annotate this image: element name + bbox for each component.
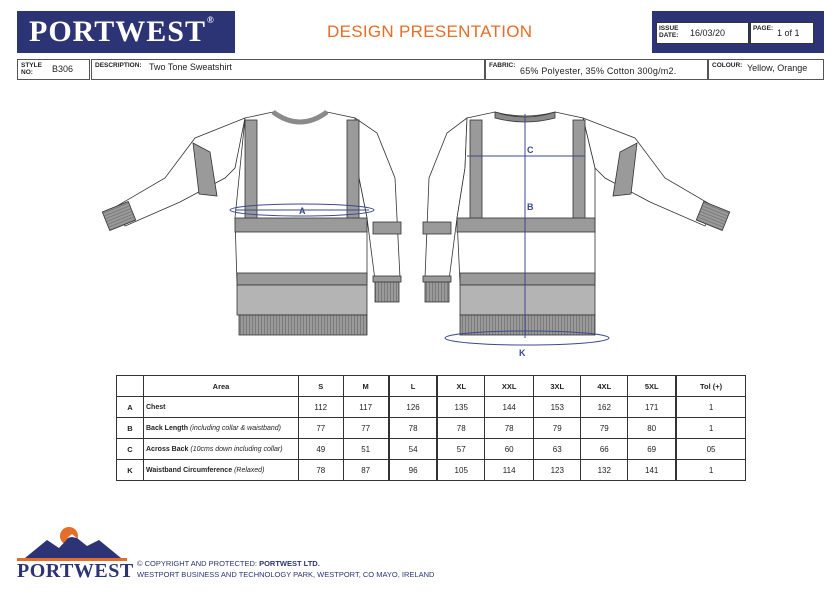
dimension-a-label: A <box>299 206 306 216</box>
table-row <box>117 439 746 460</box>
cell-value: 77 <box>299 418 344 439</box>
cell-value: 63 <box>534 439 581 460</box>
cell-value: 114 <box>485 460 534 481</box>
fabric-label: FABRIC: <box>489 62 516 69</box>
cell-value: 49 <box>299 439 344 460</box>
cell-value: 112 <box>299 397 344 418</box>
header-size: L <box>389 376 438 397</box>
header-size: M <box>343 376 389 397</box>
back-view <box>423 112 730 335</box>
cell-tolerance: 1 <box>676 397 745 418</box>
cell-value: 78 <box>299 460 344 481</box>
cell-value: 117 <box>343 397 389 418</box>
footer-logo-text: PORTWEST <box>17 560 134 582</box>
page-box <box>750 22 814 44</box>
cell-tolerance: 1 <box>676 460 745 481</box>
cell-value: 78 <box>485 418 534 439</box>
cell-value: 144 <box>485 397 534 418</box>
size-spec-table <box>116 375 746 481</box>
table-row <box>117 418 746 439</box>
info-bar <box>17 59 824 80</box>
header-size: XXL <box>485 376 534 397</box>
footer-logo <box>17 518 134 582</box>
row-area: Waistband Circumference (Relaxed) <box>144 460 299 481</box>
cell-value: 132 <box>581 460 628 481</box>
page-title: DESIGN PRESENTATION <box>327 22 533 41</box>
cell-value: 123 <box>534 460 581 481</box>
copyright-text: © COPYRIGHT AND PROTECTED: PORTWEST LTD. WESTPORT BUSINESS AND TECHNOLOGY PARK, WESTPORT, CO MAYO, IRELAND <box>137 559 435 579</box>
cell-value: 57 <box>437 439 484 460</box>
cell-value: 126 <box>389 397 438 418</box>
cell-value: 69 <box>628 439 676 460</box>
description-cell <box>91 59 485 80</box>
dimension-b-label: B <box>527 202 534 212</box>
cell-value: 162 <box>581 397 628 418</box>
colour-value: Yellow, Orange <box>747 63 808 73</box>
row-code: K <box>117 460 144 481</box>
page-label: PAGE: <box>753 25 774 32</box>
row-area: Chest <box>144 397 299 418</box>
style-cell <box>17 59 90 80</box>
cell-value: 153 <box>534 397 581 418</box>
cell-tolerance: 1 <box>676 418 745 439</box>
description-value: Two Tone Sweatshirt <box>149 62 232 72</box>
cell-value: 77 <box>343 418 389 439</box>
row-code: C <box>117 439 144 460</box>
row-area: Across Back (10cms down including collar) <box>144 439 299 460</box>
table-header-row <box>117 376 746 397</box>
description-label: DESCRIPTION: <box>95 62 142 69</box>
row-code: A <box>117 397 144 418</box>
cell-value: 87 <box>343 460 389 481</box>
dimension-k-label: K <box>519 348 526 358</box>
style-value: B306 <box>52 64 74 74</box>
fabric-cell <box>485 59 708 80</box>
row-code: B <box>117 418 144 439</box>
dimension-c-label: C <box>527 145 534 155</box>
cell-value: 80 <box>628 418 676 439</box>
header-area: Area <box>144 376 299 397</box>
header-size: XL <box>437 376 484 397</box>
cell-value: 51 <box>343 439 389 460</box>
garment-technical-drawing <box>95 98 755 363</box>
cell-value: 54 <box>389 439 438 460</box>
cell-value: 141 <box>628 460 676 481</box>
cell-tolerance: 05 <box>676 439 745 460</box>
title-box <box>235 11 652 53</box>
cell-value: 105 <box>437 460 484 481</box>
issue-date-box <box>656 22 749 44</box>
cell-value: 79 <box>581 418 628 439</box>
cell-value: 135 <box>437 397 484 418</box>
cell-value: 60 <box>485 439 534 460</box>
front-view <box>102 112 401 335</box>
cell-value: 78 <box>437 418 484 439</box>
cell-value: 79 <box>534 418 581 439</box>
colour-label: COLOUR: <box>712 62 743 69</box>
style-label: STYLE NO: <box>21 62 42 76</box>
cell-value: 78 <box>389 418 438 439</box>
header-size: S <box>299 376 344 397</box>
row-area: Back Length (including collar & waistband) <box>144 418 299 439</box>
cell-value: 171 <box>628 397 676 418</box>
table-row <box>117 460 746 481</box>
header-size: 4XL <box>581 376 628 397</box>
cell-value: 66 <box>581 439 628 460</box>
page-value: 1 of 1 <box>777 28 800 38</box>
mountain-sunrise-icon <box>17 518 127 562</box>
header-size: 5XL <box>628 376 676 397</box>
fabric-value: 65% Polyester, 35% Cotton 300g/m2. <box>520 66 677 76</box>
table-row <box>117 397 746 418</box>
header-tolerance: Tol (+) <box>676 376 745 397</box>
portwest-logo: PORTWEST® <box>29 15 215 48</box>
cell-value: 96 <box>389 460 438 481</box>
header-size: 3XL <box>534 376 581 397</box>
issue-date-value: 16/03/20 <box>690 28 726 38</box>
colour-cell <box>708 59 824 80</box>
issue-date-label: ISSUE DATE: <box>659 25 679 39</box>
